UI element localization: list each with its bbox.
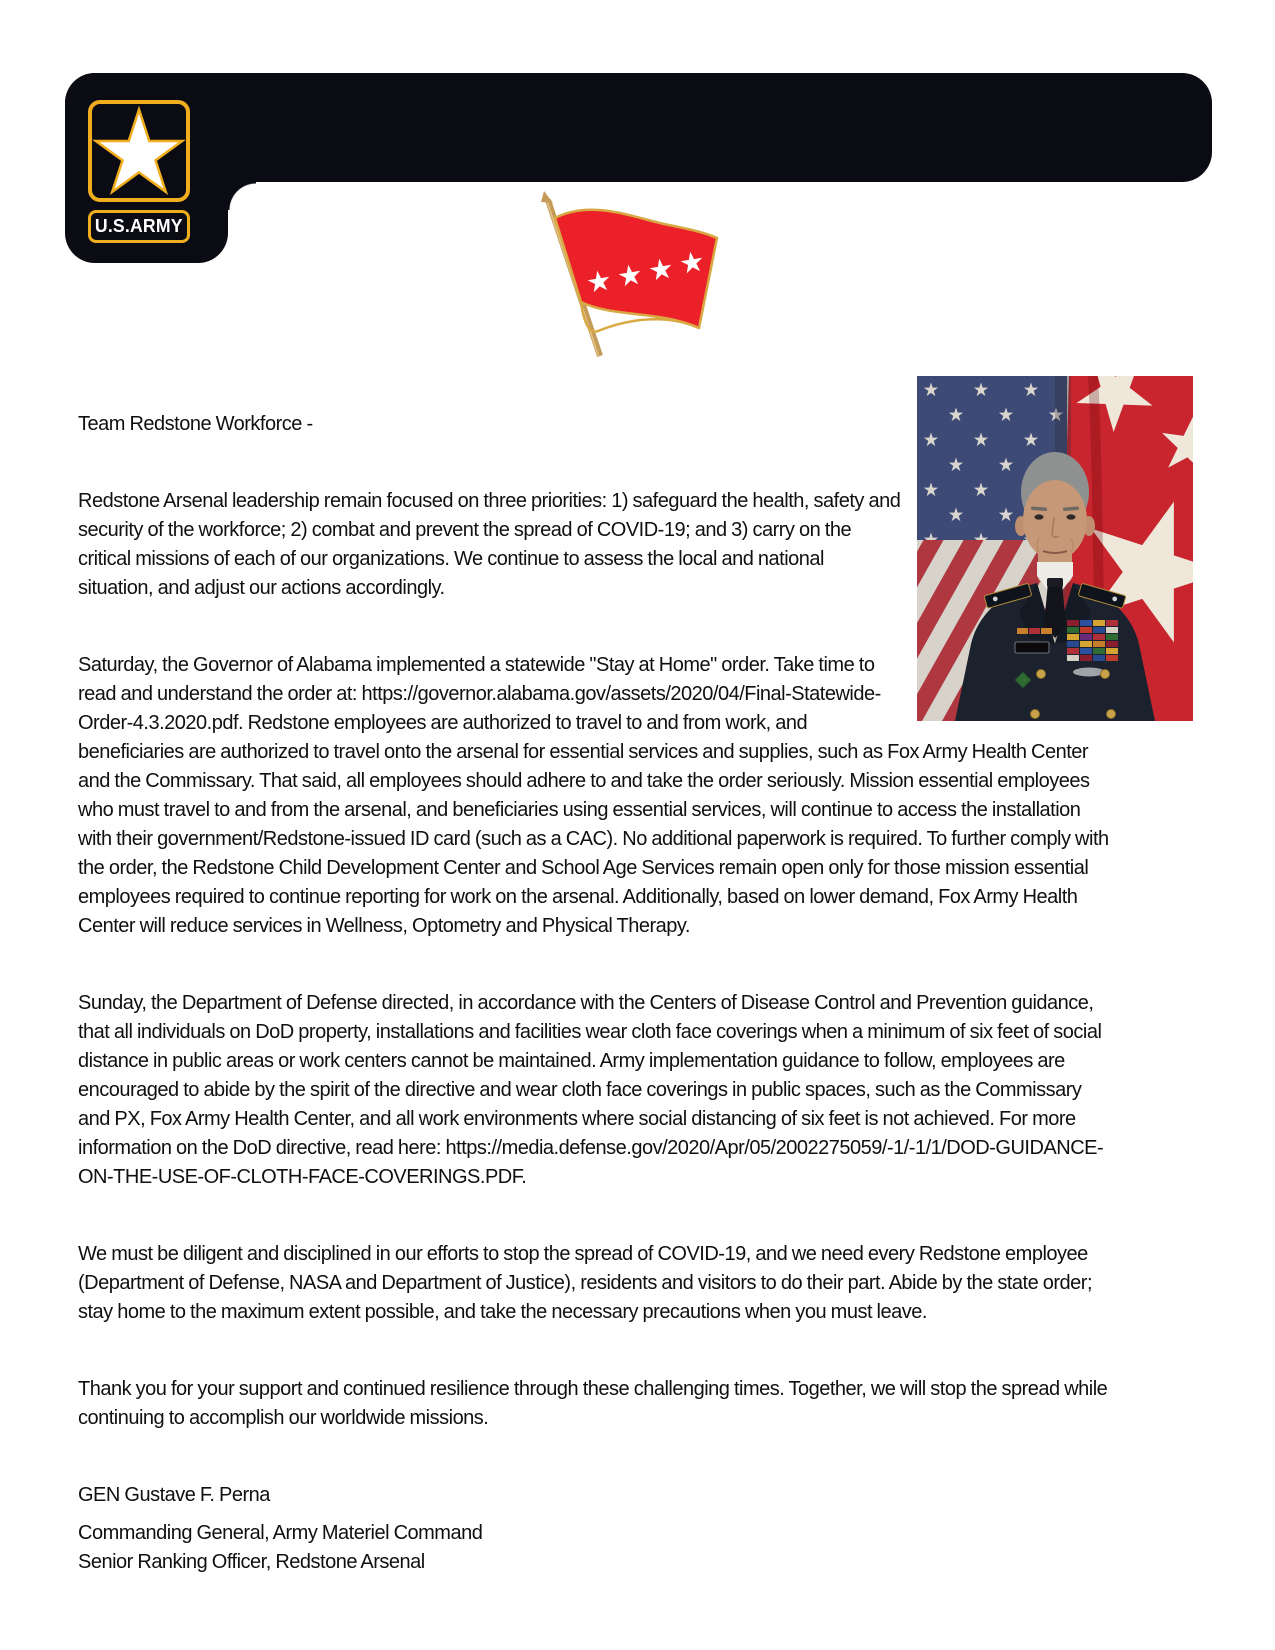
- signature-role-2: Senior Ranking Officer, Redstone Arsenal: [78, 1551, 425, 1573]
- signature-role-1: Commanding General, Army Materiel Command: [78, 1522, 483, 1544]
- army-star-icon: [88, 100, 190, 202]
- signature-name: GEN Gustave F. Perna: [78, 1484, 270, 1506]
- paragraph-diligence: We must be diligent and disciplined in our efforts to stop the spread of COVID-19, and we need every Redstone employee (Department of Defense, NASA and Department of Justice), residents and visitors to do their part. Abide by the state order; stay home to the maximum extent possible, and take the necessary precautions when you must leave.: [78, 1243, 1092, 1323]
- paragraph-face-coverings: Sunday, the Department of Defense directed, in accordance with the Centers of Disease Control and Prevention guidance, that all individuals on DoD property, installations and facilities wear cloth face coverings when a minimum of six feet of social distance in public areas or work centers cannot be maintained. Army implementation guidance to follow, employees are encouraged to abide by the spirit of the directive and wear cloth face coverings in public spaces, such as the Commissary and PX, Fox Army Health Center, and all work environments where social distancing of six feet is not achieved. For more information on the DoD directive, read here: https://media.defense.gov/2020/Apr/05/2002275059/-1/-1/1/DOD-GUIDANCE-ON-THE-USE-OF-CLOTH-FACE-COVERINGS.PDF.: [78, 992, 1104, 1188]
- paragraph-priorities: Redstone Arsenal leadership remain focused on three priorities: 1) safeguard the health, safety and security of the workforce; 2) combat and prevent the spread of COVID-19; and 3) carry on the critical missions of each of our organizations. We continue to assess the local and national situation, and adjust our actions accordingly.: [78, 490, 901, 599]
- four-star-general-flag-icon: [498, 190, 733, 360]
- header-bar: [65, 73, 1212, 182]
- header-corner-fillet: [228, 182, 256, 210]
- army-logo-label: U.S.ARMY: [95, 216, 183, 236]
- general-portrait-photo: [917, 376, 1193, 721]
- letter-body: [78, 376, 1114, 1577]
- paragraph-thanks: Thank you for your support and continued resilience through these challenging times. Together, we will stop the spread while continuing to accomplish our worldwide missions.: [78, 1378, 1108, 1429]
- us-army-logo: [65, 73, 228, 263]
- army-logo-label-box: [88, 210, 190, 243]
- paragraph-stay-at-home-order: Saturday, the Governor of Alabama implemented a statewide "Stay at Home" order. Take time to read and understand the order at: https://governor.alabama.gov/assets/2020/04/Final-Statewide-Order-4.3.2020.pdf. Redstone employees are authorized to travel to and from work, and beneficiaries are authorized to travel onto the arsenal for essential services and supplies, such as Fox Army Health Center and the Commissary. That said, all employees should adhere to and take the order seriously. Mission essential employees who must travel to and from the arsenal, and beneficiaries using essential services, will continue to access the installation with their government/Redstone-issued ID card (such as a CAC). No additional paperwork is required. To further comply with the order, the Redstone Child Development Center and School Age Services remain open only for those mission essential employees required to continue reporting for work on the arsenal. Additionally, based on lower demand, Fox Army Health Center will reduce services in Wellness, Optometry and Physical Therapy.: [78, 654, 1109, 937]
- greeting: Team Redstone Workforce -: [78, 413, 313, 435]
- signature-roles: [78, 1519, 1114, 1577]
